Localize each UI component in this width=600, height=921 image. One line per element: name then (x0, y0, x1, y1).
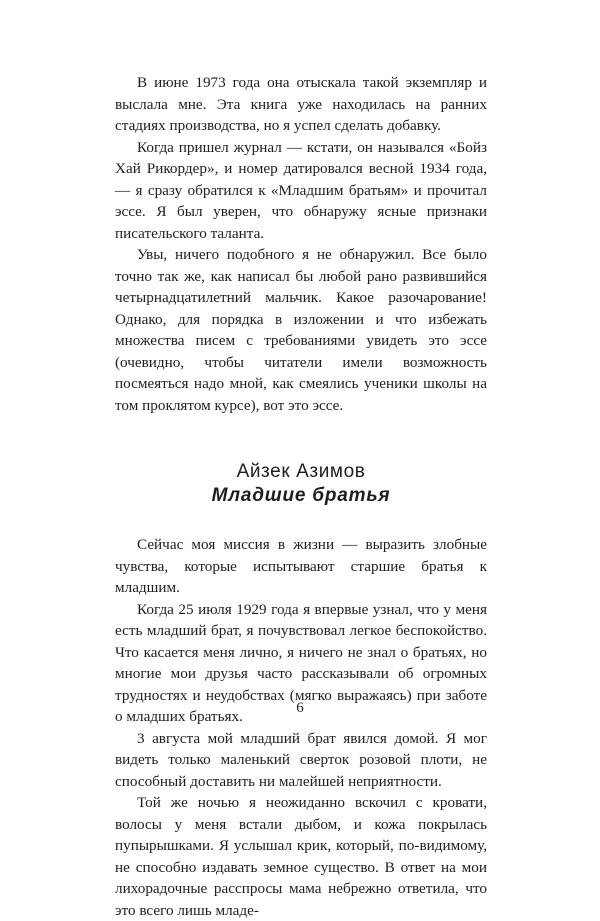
essay-section (115, 534, 487, 921)
essay-heading (115, 460, 487, 508)
essay-paragraph-4: Той же ночью я неожиданно вскочил с кровати, волосы у меня встали дыбом, и кожа покрылась пупырышками. Я услышал крик, который, по-видимому, не способно издавать земное существо. В ответ на мои лихорадочные расспросы мама небрежно ответила, что это всего лишь младе- (115, 794, 487, 919)
essay-paragraph-1: Сейчас моя миссия в жизни — выразить злобные чувства, которые испытывают старшие братья к младшим. (115, 536, 487, 596)
essay-title: Младшие братья (211, 485, 391, 506)
intro-section (115, 72, 487, 416)
essay-author: Айзек Азимов (236, 461, 366, 482)
essay-paragraph-3: 3 августа мой младший брат явился домой. Я мог видеть только маленький сверток розовой плоти, не способный доставить ни малейшей неприятности. (115, 729, 487, 790)
page-number: 6 (296, 700, 304, 716)
intro-paragraph-1: В июне 1973 года она отыскала такой экземпляр и выслала мне. Эта книга уже находилась на ранних стадиях производства, но я успел сделать добавку. (115, 74, 487, 134)
intro-paragraph-3: Увы, ничего подобного я не обнаружил. Все было точно так же, как написал бы любой рано развившийся четырнадцатилетний мальчик. Какое разочарование! Однако, для порядка в изложении и что избежать множества писем с требованиями увидеть это эссе (очевидно, чтобы читатели имели возможность посмеяться надо мной, как смеялись ученики школы на том проклятом курсе), вот это эссе. (115, 246, 487, 414)
intro-paragraph-2: Когда пришел журнал — кстати, он назывался «Бойз Хай Рикордер», и номер датировался весной 1934 года, — я сразу обратился к «Младшим братьям» и прочитал эссе. Я был уверен, что обнаружу ясные признаки писательского таланта. (115, 138, 487, 242)
page-body (115, 72, 487, 921)
essay-paragraph-2: Когда 25 июля 1929 года я впервые узнал, что у меня есть младший брат, я почувствовал легкое беспокойство. Что касается меня лично, я ничего не знал о братьях, но многие мои друзья часто рассказывали об огромных трудностях и неудобствах (мягко выражаясь) при заботе о младших братьях. (115, 600, 487, 725)
